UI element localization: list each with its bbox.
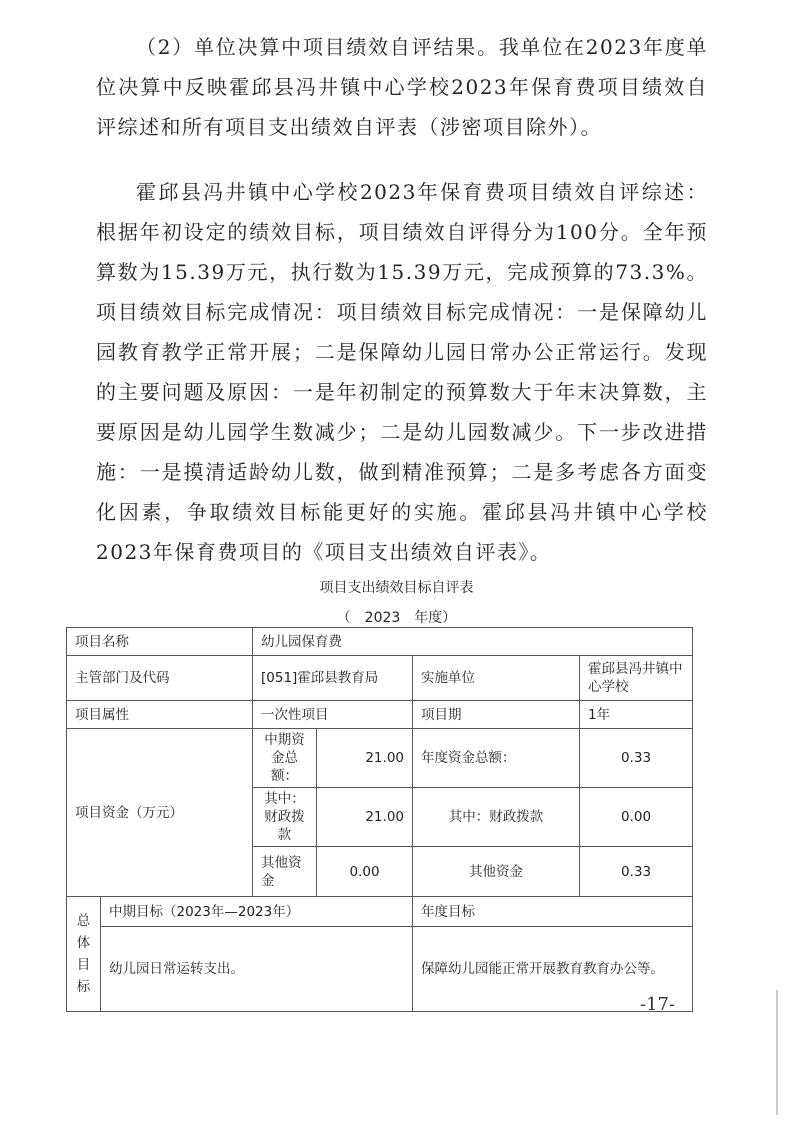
mid-goal-value: 幼儿园日常运转支出。 [101, 927, 413, 1012]
mid-total-value: 21.00 [317, 729, 413, 788]
annual-goal-header: 年度目标 [413, 897, 693, 927]
mid-goal-header: 中期目标（2023年—2023年） [101, 897, 413, 927]
annual-fiscal-label: 其中：财政拨款 [413, 788, 580, 847]
annual-other-label: 其他资金 [413, 847, 580, 897]
funds-label: 项目资金（万元） [67, 729, 253, 897]
attr-label: 项目属性 [67, 701, 253, 729]
performance-table [66, 627, 693, 1012]
dept-label: 主管部门及代码 [67, 656, 253, 701]
table-year: （ 2023 年度） [336, 610, 457, 626]
mid-other-value: 0.00 [317, 847, 413, 897]
mid-fiscal-label: 其中：财政拨款 [253, 788, 317, 847]
impl-value: 霍邱县冯井镇中心学校 [580, 656, 693, 701]
annual-fiscal-value: 0.00 [580, 788, 693, 847]
paragraph-self-evaluation-result: （2）单位决算中项目绩效自评结果。我单位在2023年度单位决算中反映霍邱县冯井镇中心学校2023年保育费项目绩效自评综述和所有项目支出绩效自评表（涉密项目除外）。 [96, 35, 708, 139]
period-value: 1年 [580, 701, 693, 729]
table-row [67, 656, 693, 701]
annual-total-value: 0.33 [580, 729, 693, 788]
scan-edge-divider [776, 990, 778, 1115]
annual-total-label: 年度资金总额： [413, 729, 580, 788]
table-row [67, 701, 693, 729]
annual-other-value: 0.33 [580, 847, 693, 897]
project-name-label: 项目名称 [67, 628, 253, 656]
mid-total-label: 中期资金总额： [253, 729, 317, 788]
table-row [67, 729, 693, 788]
impl-label: 实施单位 [413, 656, 580, 701]
table-title: 项目支出绩效目标自评表 [319, 580, 474, 596]
overall-goal-label: 总 体 目 标 [67, 897, 101, 1012]
attr-value: 一次性项目 [253, 701, 413, 729]
annual-goal-value: 保障幼儿园能正常开展教育教育办公等。 [413, 927, 693, 1012]
period-label: 项目期 [413, 701, 580, 729]
table-row [67, 897, 693, 927]
mid-other-label: 其他资金 [253, 847, 317, 897]
paragraph-evaluation-summary: 霍邱县冯井镇中心学校2023年保育费项目绩效自评综述：根据年初设定的绩效目标，项目绩效自评得分为100分。全年预算数为15.39万元，执行数为15.39万元，完成预算的73.3%。项目绩效目标完成情况：项目绩效目标完成情况：一是保障幼儿园教育教学正常开展；二是保障幼儿园日常办公正常运行。发现的主要问题及原因：一是年初制定的预算数大于年末决算数，主要原因是幼儿园学生数减少；二是幼儿园数减少。下一步改进措施：一是摸清适龄幼儿数，做到精准预算；二是多考虑各方面变化因素，争取绩效目标能更好的实施。霍邱县冯井镇中心学校2023年保育费项目的《项目支出绩效自评表》。 [96, 180, 708, 564]
table-row [67, 927, 693, 1012]
table-row [67, 628, 693, 656]
dept-value: [051]霍邱县教育局 [253, 656, 413, 701]
project-name-value: 幼儿园保育费 [253, 628, 693, 656]
page-number: -17- [640, 994, 676, 1015]
mid-fiscal-value: 21.00 [317, 788, 413, 847]
